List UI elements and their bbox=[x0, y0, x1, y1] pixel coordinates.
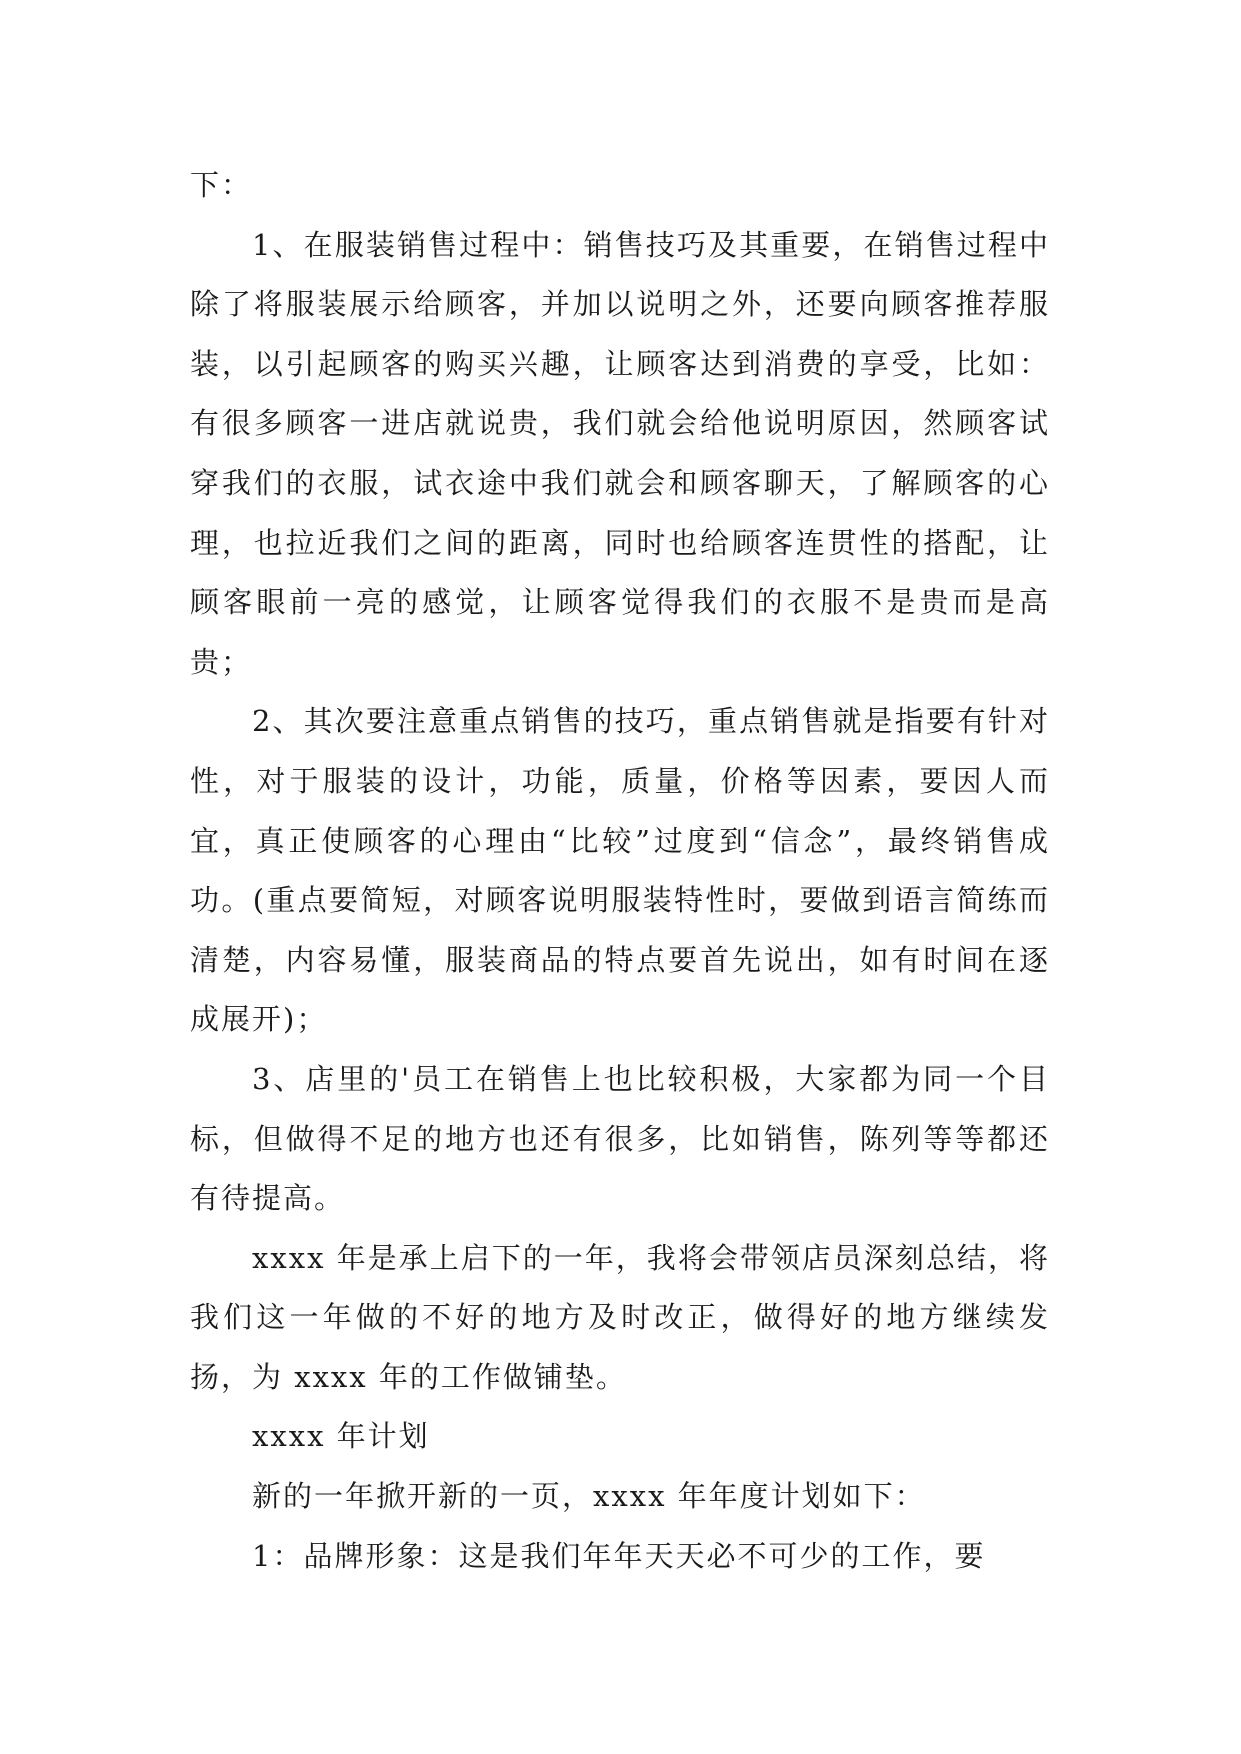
paragraph-plan-intro: 新的一年掀开新的一页，xxxx 年年度计划如下： bbox=[252, 1479, 926, 1514]
paragraph-year-summary: xxxx 年是承上启下的一年，我将会带领店员深刻总结，将我们这一年做的不好的地方及时改正，做得好的地方继续发扬，为 xxxx 年的工作做铺垫。 bbox=[190, 1240, 1050, 1394]
paragraph-staff: 3、店里的'员工在销售上也比较积极，大家都为同一个目标，但做得不足的地方也还有很多，比如销售，陈列等等都还有待提高。 bbox=[190, 1061, 1050, 1216]
paragraph-brand-image: 1：品牌形象：这是我们年年天天必不可少的工作，要 bbox=[252, 1538, 986, 1573]
paragraph-key-selling: 2、其次要注意重点销售的技巧，重点销售就是指要有针对性，对于服装的设计，功能，质量，价格等因素，要因人而宜，真正使顾客的心理由“比较”过度到“信念”，最终销售成功。(重点要简短，对顾客说明服装特性时，要做到语言简练而清楚，内容易懂，服装商品的特点要首先说出，如有时间在逐成展开)； bbox=[190, 704, 1050, 1037]
paragraph-continuation: 下： bbox=[190, 168, 253, 202]
section-heading-plan: xxxx 年计划 bbox=[252, 1419, 430, 1454]
document-body bbox=[190, 156, 1050, 1586]
paragraph-sales-skills: 1、在服装销售过程中：销售技巧及其重要，在销售过程中除了将服装展示给顾客，并加以说明之外，还要向顾客推荐服装，以引起顾客的购买兴趣，让顾客达到消费的享受，比如：有很多顾客一进店就说贵，我们就会给他说明原因，然顾客试穿我们的衣服，试衣途中我们就会和顾客聊天，了解顾客的心理，也拉近我们之间的距离，同时也给顾客连贯性的搭配，让顾客眼前一亮的感觉，让顾客觉得我们的衣服不是贵而是高贵； bbox=[190, 227, 1050, 679]
